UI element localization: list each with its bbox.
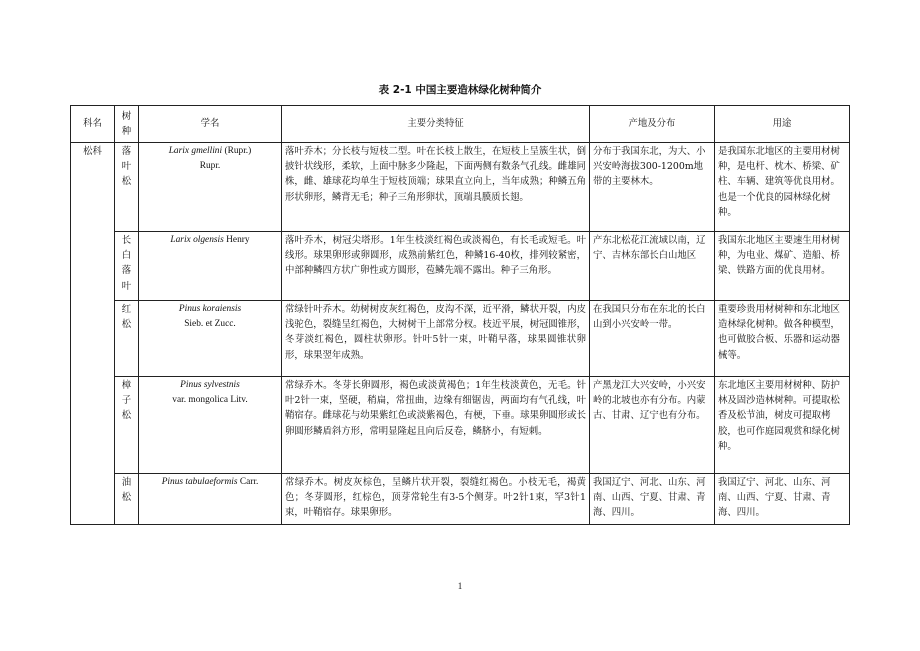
features-cell: 落叶乔木；分长枝与短枝二型。叶在长枝上散生，在短枝上呈簇生状，倒披针状线形，柔软，上面中脉多少隆起，下面两侧有数条气孔线。雌雄同株，雌、雄球花均单生于短枝顶端；球果直立向上，当年成熟；种鳞五角形状卵形，鳞背无毛；种子三角形卵状，顶端具膜质长翅。 [282,143,590,232]
scientific-name-cell [139,474,282,525]
table-row [71,301,850,377]
features-cell: 常绿乔木。冬芽长卵圆形，褐色或淡黄褐色；1年生枝淡黄色，无毛。针叶2针一束，坚硬，稍扁，常扭曲，边缘有细锯齿，两面均有气孔线，叶鞘宿存。雌球花与幼果紫红色或淡紫褐色，有梗，下垂。球果卵圆形或长卵圆形鳞盾斜方形，常明显隆起且向后反卷，鳞脐小，有短刺。 [282,377,590,474]
page-number: 1 [457,581,463,591]
uses-cell: 重要珍贵用材树种和东北地区造林绿化树种。做各种模型，也可做胶合板、乐器和运动器械等。 [715,301,850,377]
scientific-name-cell [139,301,282,377]
distribution-cell: 分布于我国东北，为大、小兴安岭海拔300-1200m地带的主要林木。 [590,143,715,232]
scientific-name-line2: Rupr. [199,161,221,172]
species-cell: 油松 [115,474,139,525]
uses-cell: 是我国东北地区的主要用材树种，是电杆、枕木、桥梁、矿柱、车辆、建筑等优良用材。也是一个优良的园林绿化树种。 [715,143,850,232]
features-cell: 落叶乔木，树冠尖塔形。1年生枝淡红褐色或淡褐色，有长毛或短毛。叶线形。球果卵形或卵圆形，成熟前紫红色，种鳞16-40枚，排列较紧密，中部种鳞四方状广卵性或方圆形，苞鳞先端不露出。种子三角形。 [282,232,590,301]
uses-cell: 我国东北地区主要速生用材树种，为电业、煤矿、造船、桥梁、铁路方面的优良用材。 [715,232,850,301]
species-cell: 落叶松 [115,143,139,232]
scientific-name-italic: Larix olgensis [170,235,224,245]
species-cell: 樟子松 [115,377,139,474]
distribution-cell: 产东北松花江流域以南，辽宁、吉林东部长白山地区 [590,232,715,301]
header-features: 主要分类特征 [282,106,590,143]
table-row [71,232,850,301]
distribution-cell: 在我国只分布在东北的长白山到小兴安岭一带。 [590,301,715,377]
features-cell: 常绿针叶乔木。幼树树皮灰红褐色，皮沟不深，近平滑，鳞状开裂，内皮浅驼色，裂缝呈红褐色，大树树干上部常分杈。枝近平展，树冠圆锥形，冬芽淡红褐色，圆柱状卵形。针叶5针一束，叶鞘早落，球果圆锥状卵形，球果翌年成熟。 [282,301,590,377]
scientific-name-italic: Pinus tabulaeformis [161,477,238,487]
header-distribution: 产地及分布 [590,106,715,143]
species-cell: 长白落叶 [115,232,139,301]
family-cell: 松科 [71,143,115,525]
table-row [71,474,850,525]
scientific-name-cell [139,377,282,474]
scientific-name-author: Carr. [237,477,259,487]
header-species: 树种 [115,106,139,143]
tree-species-table [70,105,850,525]
features-cell: 常绿乔木。树皮灰棕色，呈鳞片状开裂，裂缝红褐色。小枝无毛，褐黄色；冬芽圆形，红棕色，顶芽常轮生有3-5个侧芽。叶2针1束，罕3针1束，叶鞘宿存。球果卵形。 [282,474,590,525]
table-header-row [71,106,850,143]
header-family: 科名 [71,106,115,143]
distribution-cell: 我国辽宁、河北、山东、河南、山西、宁夏、甘肃、青海、四川。 [590,474,715,525]
header-scientific-name: 学名 [139,106,282,143]
scientific-name-line2: var. mongolica Litv. [172,395,248,406]
scientific-name-italic: Pinus koraiensis [178,304,242,314]
header-uses: 用途 [715,106,850,143]
scientific-name-cell [139,232,282,301]
scientific-name-italic: Larix gmellini [168,146,223,156]
scientific-name-cell [139,143,282,232]
distribution-cell: 产黑龙江大兴安岭，小兴安岭的北坡也亦有分布。内蒙古、甘肃、辽宁也有分布。 [590,377,715,474]
table-row [71,377,850,474]
table-row [71,143,850,232]
uses-cell: 我国辽宁、河北、山东、河南、山西、宁夏、甘肃、青海、四川。 [715,474,850,525]
scientific-name-author: Henry [223,235,250,245]
scientific-name-author: (Rupr.) [222,146,252,156]
table-caption: 表 2-1 中国主要造林绿化树种简介 [378,84,542,96]
scientific-name-line2: Sieb. et Zucc. [184,319,236,330]
species-cell: 红松 [115,301,139,377]
uses-cell: 东北地区主要用材树种、防护林及固沙造林树种。可提取松香及松节油，树皮可提取栲胶，也可作庭园观赏和绿化树种。 [715,377,850,474]
scientific-name-italic: Pinus sylvestnis [180,380,240,390]
